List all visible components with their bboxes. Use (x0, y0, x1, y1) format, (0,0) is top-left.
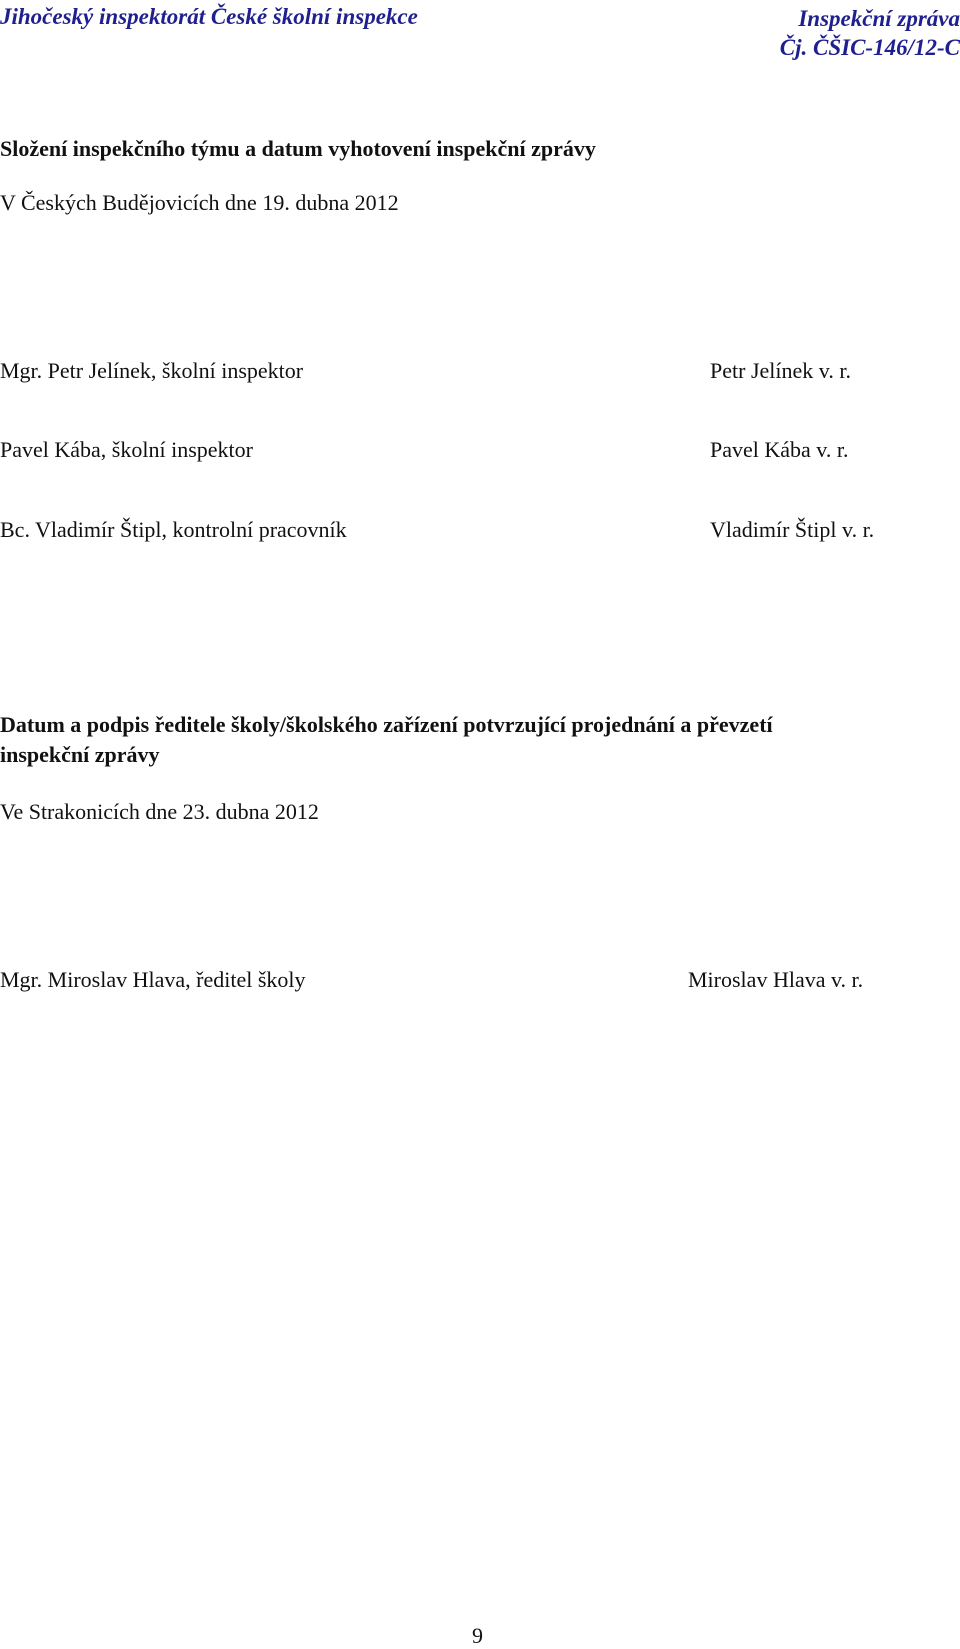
member-1-name-role: Mgr. Petr Jelínek, školní inspektor (0, 358, 304, 383)
page-number: 9 (472, 1623, 483, 1648)
member-2-signature: Pavel Kába v. r. (710, 437, 849, 462)
director-name-role: Mgr. Miroslav Hlava, ředitel školy (0, 967, 306, 992)
director-section-title-line1: Datum a podpis ředitele školy/školského zařízení potvrzující projednání a převzetí (0, 712, 773, 737)
member-3-name-role: Bc. Vladimír Štipl, kontrolní pracovník (0, 517, 347, 542)
team-section-title: Složení inspekčního týmu a datum vyhotovení inspekční zprávy (0, 136, 596, 161)
director-section-title-line2: inspekční zprávy (0, 742, 160, 767)
header-institution: Jihočeský inspektorát České školní inspekce (0, 4, 418, 29)
member-1-signature: Petr Jelínek v. r. (710, 358, 851, 383)
header-reference-number: Čj. ČŠIC-146/12-C (779, 35, 960, 60)
member-2-name-role: Pavel Kába, školní inspektor (0, 437, 253, 462)
header-report-info (780, 4, 960, 62)
member-3-signature: Vladimír Štipl v. r. (710, 517, 875, 542)
director-place-date: Ve Strakonicích dne 23. dubna 2012 (0, 799, 319, 824)
header-report-title: Inspekční zpráva (798, 6, 960, 31)
director-signature: Miroslav Hlava v. r. (688, 967, 864, 992)
team-place-date: V Českých Budějovicích dne 19. dubna 2012 (0, 190, 399, 215)
